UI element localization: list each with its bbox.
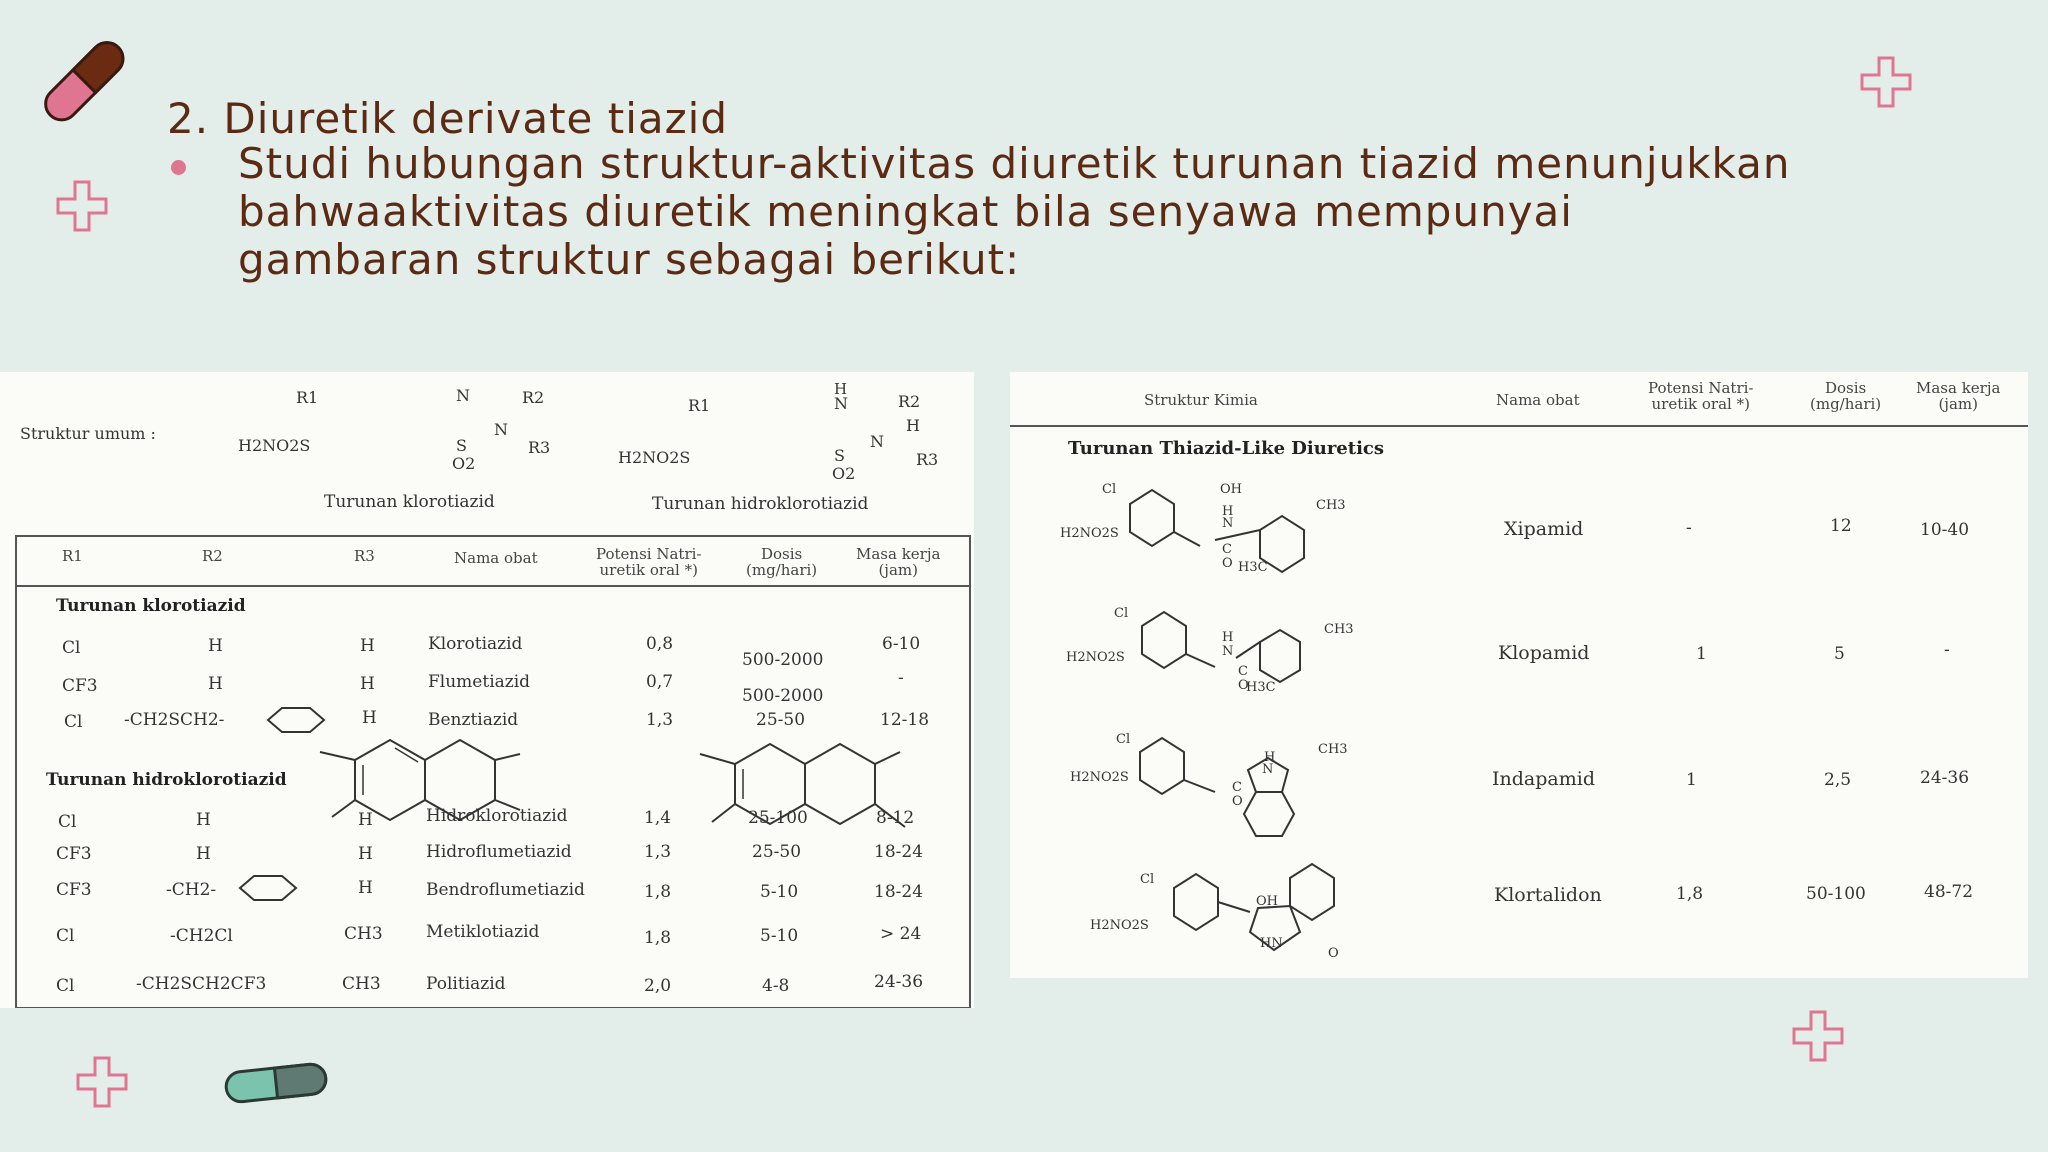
section-thiazid-like: Turunan Thiazid-Like Diuretics <box>1068 438 1385 459</box>
cell: H <box>208 636 223 656</box>
cell: 10-40 <box>1920 520 1970 540</box>
cell: -CH2SCH2- <box>124 710 225 730</box>
cell: > 24 <box>880 924 922 944</box>
cell: 25-100 <box>748 808 808 828</box>
chem-label: C <box>1238 664 1248 679</box>
cell: Hidroflumetiazid <box>426 842 572 862</box>
chem-label: H2NO2S <box>1060 526 1119 541</box>
cell: H <box>360 636 375 656</box>
struct2-r3: R3 <box>916 450 939 469</box>
cell: Cl <box>56 926 75 946</box>
cell: 4-8 <box>762 976 790 996</box>
cell: 1,8 <box>644 928 672 948</box>
cell: Klorotiazid <box>428 634 523 654</box>
struct2-hh: H <box>906 416 920 435</box>
header-r1: R1 <box>62 547 83 565</box>
chem-label: N <box>1222 644 1234 659</box>
chem-label: N <box>1262 762 1274 777</box>
chem-label: H2NO2S <box>1070 770 1129 785</box>
header-struktur: Struktur Kimia <box>1144 391 1258 409</box>
struct1-caption: Turunan klorotiazid <box>324 492 495 512</box>
cell: Cl <box>56 976 75 996</box>
chem-label: Cl <box>1140 872 1155 887</box>
cell: 6-10 <box>882 634 921 654</box>
cell: CH3 <box>344 924 383 944</box>
cell: H <box>362 708 377 728</box>
struct2-s: S <box>834 446 845 465</box>
header-masa: Masa kerja (jam) <box>856 545 941 579</box>
chem-label: H <box>1264 750 1276 765</box>
cell: - <box>1686 518 1692 538</box>
cell: Hidroklorotiazid <box>426 806 568 826</box>
cell: CH3 <box>342 974 381 994</box>
cell: 5-10 <box>760 882 799 902</box>
chem-label: H2NO2S <box>1066 650 1125 665</box>
struct1-r1: R1 <box>296 388 319 407</box>
cell: H <box>196 810 211 830</box>
plus-icon <box>1792 1010 1844 1062</box>
chem-label: Cl <box>1116 732 1131 747</box>
cell: Metiklotiazid <box>426 922 540 942</box>
struct1-n2: N <box>494 420 508 439</box>
cell: 12 <box>1830 516 1852 536</box>
cell: 24-36 <box>1920 768 1970 788</box>
chem-label: CH3 <box>1316 498 1346 513</box>
cell: 18-24 <box>874 882 924 902</box>
cell: CF3 <box>62 676 98 696</box>
cell: 0,8 <box>646 634 674 654</box>
struct2-caption: Turunan hidroklorotiazid <box>652 494 869 514</box>
chem-label: HN <box>1260 936 1283 951</box>
cell: 25-50 <box>756 710 806 730</box>
cell: 500-2000 <box>742 650 824 670</box>
struct1-s: S <box>456 436 467 455</box>
chem-label: OH <box>1256 894 1278 909</box>
cell: -CH2- <box>166 880 217 900</box>
struct1-n1: N <box>456 386 470 405</box>
cell: 2,5 <box>1824 770 1852 790</box>
section-hidroklorotiazid: Turunan hidroklorotiazid <box>46 770 287 790</box>
cell: 1,3 <box>646 710 674 730</box>
cell: Benztiazid <box>428 710 519 730</box>
cell: H <box>208 674 223 694</box>
chem-label: H3C <box>1246 680 1276 695</box>
cell: H <box>196 844 211 864</box>
struct2-h: H <box>834 380 848 398</box>
cell: 50-100 <box>1806 884 1866 904</box>
cell: 12-18 <box>880 710 930 730</box>
chem-label: CH3 <box>1318 742 1348 757</box>
cell: 8-12 <box>876 808 915 828</box>
cell: Cl <box>58 812 77 832</box>
plus-icon <box>1860 56 1912 108</box>
chem-label: Cl <box>1102 482 1117 497</box>
plus-icon <box>56 180 108 232</box>
chem-label: C <box>1222 542 1232 557</box>
cell: H <box>360 674 375 694</box>
header-dosis: Dosis (mg/hari) <box>746 545 818 579</box>
cell: 1,8 <box>644 882 672 902</box>
header-r3: R3 <box>354 547 375 565</box>
struct1-r2: R2 <box>522 388 545 407</box>
cell: CF3 <box>56 844 92 864</box>
chem-label: Cl <box>1114 606 1129 621</box>
struct1-r3: R3 <box>528 438 551 457</box>
struct2-n2: N <box>870 432 884 451</box>
cell: - <box>898 668 904 688</box>
chem-label: N <box>1222 516 1234 531</box>
cell: -CH2Cl <box>170 926 233 946</box>
chem-label: H3C <box>1238 560 1268 575</box>
cell: 1,8 <box>1676 884 1704 904</box>
cell: CF3 <box>56 880 92 900</box>
cell: -CH2SCH2CF3 <box>136 974 267 994</box>
header-potensi: Potensi Natri- uretik oral *) <box>1648 379 1754 413</box>
cell: Cl <box>64 712 83 732</box>
cell: 5-10 <box>760 926 799 946</box>
plus-icon <box>76 1056 128 1108</box>
struct2-r1: R1 <box>688 396 711 415</box>
thiazide-like-table-image <box>1010 372 2028 978</box>
bullet-text: Studi hubungan struktur-aktivitas diuretik turunan tiazid menunjukkan bahwaaktivitas diuretik meningkat bila senyawa mempunyai gambaran struktur sebagai berikut: <box>238 139 1791 284</box>
cell: Politiazid <box>426 974 506 994</box>
cell: Cl <box>62 638 81 658</box>
chem-label: O <box>1238 678 1249 693</box>
cell: 24-36 <box>874 972 924 992</box>
cell: 5 <box>1834 644 1845 664</box>
drug-name: Xipamid <box>1504 518 1584 540</box>
struct2-sub: H2NO2S <box>618 448 691 467</box>
section-klorotiazid: Turunan klorotiazid <box>56 596 246 616</box>
drug-name: Klopamid <box>1498 642 1590 664</box>
drug-name: Indapamid <box>1492 768 1595 790</box>
cell: H <box>358 878 373 898</box>
cell: H <box>358 810 373 830</box>
bullet-dot <box>171 160 186 175</box>
cell: 2,0 <box>644 976 672 996</box>
cell: 1 <box>1686 770 1697 790</box>
cell: 18-24 <box>874 842 924 862</box>
chem-label: H <box>1222 504 1234 519</box>
cell: H <box>358 844 373 864</box>
struct2-nh: N <box>834 394 848 413</box>
header-potensi: Potensi Natri- uretik oral *) <box>596 545 702 579</box>
cell: 48-72 <box>1924 882 1974 902</box>
header-nama: Nama obat <box>1496 391 1580 409</box>
chem-label: CH3 <box>1324 622 1354 637</box>
chem-label: O <box>1232 794 1243 809</box>
chem-label: H <box>1222 630 1234 645</box>
cell: 500-2000 <box>742 686 824 706</box>
cell: Bendroflumetiazid <box>426 880 585 900</box>
chem-label: C <box>1232 780 1242 795</box>
cell: - <box>1944 640 1950 660</box>
struct2-r2: R2 <box>898 392 921 411</box>
cell: 1,3 <box>644 842 672 862</box>
header-nama: Nama obat <box>454 549 538 567</box>
pill-brown-icon <box>40 32 130 132</box>
chem-label: H2NO2S <box>1090 918 1149 933</box>
cell: 1 <box>1696 644 1707 664</box>
drug-name: Klortalidon <box>1494 884 1602 906</box>
cell: 1,4 <box>644 808 672 828</box>
header-dosis: Dosis (mg/hari) <box>1810 379 1882 413</box>
cell: 0,7 <box>646 672 674 692</box>
struct1-o2: O2 <box>452 454 476 473</box>
struct1-sub: H2NO2S <box>238 436 311 455</box>
slide-title: 2. Diuretik derivate tiazid <box>167 94 728 143</box>
chem-label: O <box>1328 946 1339 961</box>
struct2-o2: O2 <box>832 464 856 483</box>
chem-label: O <box>1222 556 1233 571</box>
chem-label: OH <box>1220 482 1242 497</box>
cell: 25-50 <box>752 842 802 862</box>
header-r2: R2 <box>202 547 223 565</box>
header-masa: Masa kerja (jam) <box>1916 379 2001 413</box>
struktur-label: Struktur umum : <box>20 424 156 443</box>
cell: Flumetiazid <box>428 672 531 692</box>
thiazide-table-image <box>0 372 974 1008</box>
pill-teal-icon <box>222 1060 330 1106</box>
